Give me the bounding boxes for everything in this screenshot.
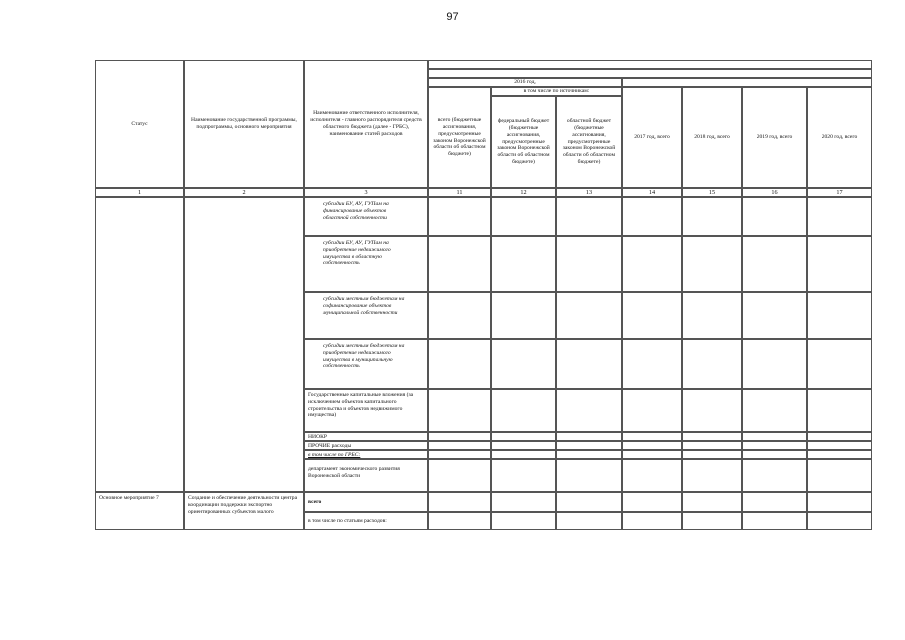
header-status: Статус <box>95 60 184 188</box>
value-cell <box>428 450 491 459</box>
value-cell <box>682 492 742 512</box>
col-number-2: 2 <box>184 188 304 197</box>
value-cell <box>428 292 491 339</box>
value-cell <box>682 292 742 339</box>
header-total-2016: всего (бюджетные ассигнования, предусмотренные законом Воронежской области об областном бюджете) <box>428 87 491 188</box>
value-cell <box>807 197 872 236</box>
value-cell <box>682 197 742 236</box>
program-cell-merged <box>184 197 304 492</box>
value-cell <box>742 512 807 530</box>
value-cell <box>491 459 556 492</box>
value-cell <box>742 236 807 292</box>
value-cell <box>742 432 807 441</box>
value-cell <box>622 339 682 389</box>
header-2017: 2017 год, всего <box>622 87 682 188</box>
header-sources: в том числе по источникам: <box>491 87 622 96</box>
value-cell <box>807 441 872 450</box>
value-cell <box>682 459 742 492</box>
value-cell <box>622 292 682 339</box>
col-number-12: 12 <box>491 188 556 197</box>
value-cell <box>807 512 872 530</box>
value-cell <box>428 459 491 492</box>
row-subsidies-local-property: субсидии местным бюджетам на приобретение недвижимого имущества в муниципальную собственность <box>304 339 428 389</box>
value-cell <box>491 339 556 389</box>
header-regional-budget: областной бюджет (бюджетные ассигнования, предусмотренные законом Воронежской области об областном бюджете) <box>556 96 622 188</box>
value-cell <box>556 512 622 530</box>
value-cell <box>682 450 742 459</box>
value-cell <box>491 492 556 512</box>
header-2019: 2019 год, всего <box>742 87 807 188</box>
row-by-expense-items: в том числе по статьям расходов: <box>304 512 428 530</box>
col-number-15: 15 <box>682 188 742 197</box>
value-cell <box>622 450 682 459</box>
value-cell <box>622 389 682 432</box>
value-cell <box>742 292 807 339</box>
value-cell <box>491 512 556 530</box>
row-subsidies-local-cofinancing: субсидии местным бюджетам на софинансирование объектов муниципальной собственности <box>304 292 428 339</box>
col-number-11: 11 <box>428 188 491 197</box>
value-cell <box>428 432 491 441</box>
value-cell <box>556 197 622 236</box>
value-cell <box>807 389 872 432</box>
value-cell <box>491 197 556 236</box>
value-cell <box>556 492 622 512</box>
value-cell <box>742 389 807 432</box>
value-cell <box>428 236 491 292</box>
col-number-3: 3 <box>304 188 428 197</box>
value-cell <box>556 236 622 292</box>
header-2018: 2018 год, всего <box>682 87 742 188</box>
value-cell <box>742 441 807 450</box>
col-number-16: 16 <box>742 188 807 197</box>
row-total: всего <box>304 492 428 512</box>
value-cell <box>428 512 491 530</box>
page-number: 97 <box>446 11 459 23</box>
value-cell <box>742 459 807 492</box>
value-cell <box>556 459 622 492</box>
value-cell <box>742 197 807 236</box>
value-cell <box>491 450 556 459</box>
header-year-2016: 2016 год, <box>428 78 622 87</box>
value-cell <box>622 236 682 292</box>
value-cell <box>742 492 807 512</box>
header-executor: Наименование ответственного исполнителя, исполнителя - главного распорядителя средств областного бюджета (далее - ГРБС), наименование статей расходов <box>304 60 428 188</box>
col-number-14: 14 <box>622 188 682 197</box>
value-cell <box>556 450 622 459</box>
value-cell <box>428 197 491 236</box>
row-niokr: НИОКР <box>304 432 428 441</box>
value-cell <box>491 389 556 432</box>
value-cell <box>428 389 491 432</box>
value-cell <box>682 432 742 441</box>
value-cell <box>556 339 622 389</box>
status-main-activity-7: Основное мероприятие 7 <box>95 492 184 530</box>
value-cell <box>556 432 622 441</box>
value-cell <box>807 492 872 512</box>
value-cell <box>807 432 872 441</box>
value-cell <box>682 512 742 530</box>
col-number-17: 17 <box>807 188 872 197</box>
col-number-1: 1 <box>95 188 184 197</box>
value-cell <box>428 441 491 450</box>
row-department-economic-development: департамент экономического развития Воронежской области <box>304 459 428 492</box>
value-cell <box>491 432 556 441</box>
header-years-band <box>622 78 872 87</box>
row-subsidies-bu-financing: субсидии БУ, АУ, ГУПам на финансирование объектов областной собственности <box>304 197 428 236</box>
main-activity-7-name: Создание и обеспечение деятельности центра координации поддержки экспортно ориентированных субъектов малого <box>184 492 304 530</box>
value-cell <box>682 389 742 432</box>
value-cell <box>556 441 622 450</box>
status-cell-merged <box>95 197 184 492</box>
value-cell <box>622 459 682 492</box>
value-cell <box>682 441 742 450</box>
row-subsidies-bu-property: субсидии БУ, АУ, ГУПам на приобретение недвижимого имущества в областную собственность <box>304 236 428 292</box>
value-cell <box>807 450 872 459</box>
value-cell <box>807 236 872 292</box>
header-2020: 2020 год, всего <box>807 87 872 188</box>
value-cell <box>622 432 682 441</box>
value-cell <box>556 389 622 432</box>
value-cell <box>682 339 742 389</box>
value-cell <box>807 339 872 389</box>
value-cell <box>428 492 491 512</box>
value-cell <box>491 441 556 450</box>
value-cell <box>491 292 556 339</box>
header-program-name: Наименование государственной программы, подпрограммы, основного мероприятия <box>184 60 304 188</box>
value-cell <box>622 197 682 236</box>
header-band-second <box>428 69 872 78</box>
value-cell <box>742 450 807 459</box>
value-cell <box>491 236 556 292</box>
value-cell <box>742 339 807 389</box>
value-cell <box>622 441 682 450</box>
value-cell <box>682 236 742 292</box>
value-cell <box>622 512 682 530</box>
header-band-top <box>428 60 872 69</box>
row-including-grbs: в том числе по ГРБС: <box>304 450 428 459</box>
value-cell <box>807 292 872 339</box>
value-cell <box>807 459 872 492</box>
row-capital-investments: Государственные капитальные вложения (за исключением объектов капитального строительства и объектов недвижимого имущества) <box>304 389 428 432</box>
value-cell <box>428 339 491 389</box>
value-cell <box>556 292 622 339</box>
row-other-expenses: ПРОЧИЕ расходы <box>304 441 428 450</box>
col-number-13: 13 <box>556 188 622 197</box>
value-cell <box>622 492 682 512</box>
header-federal-budget: федеральный бюджет (бюджетные ассигнования, предусмотренные законом Воронежской области об областном бюджете) <box>491 96 556 188</box>
